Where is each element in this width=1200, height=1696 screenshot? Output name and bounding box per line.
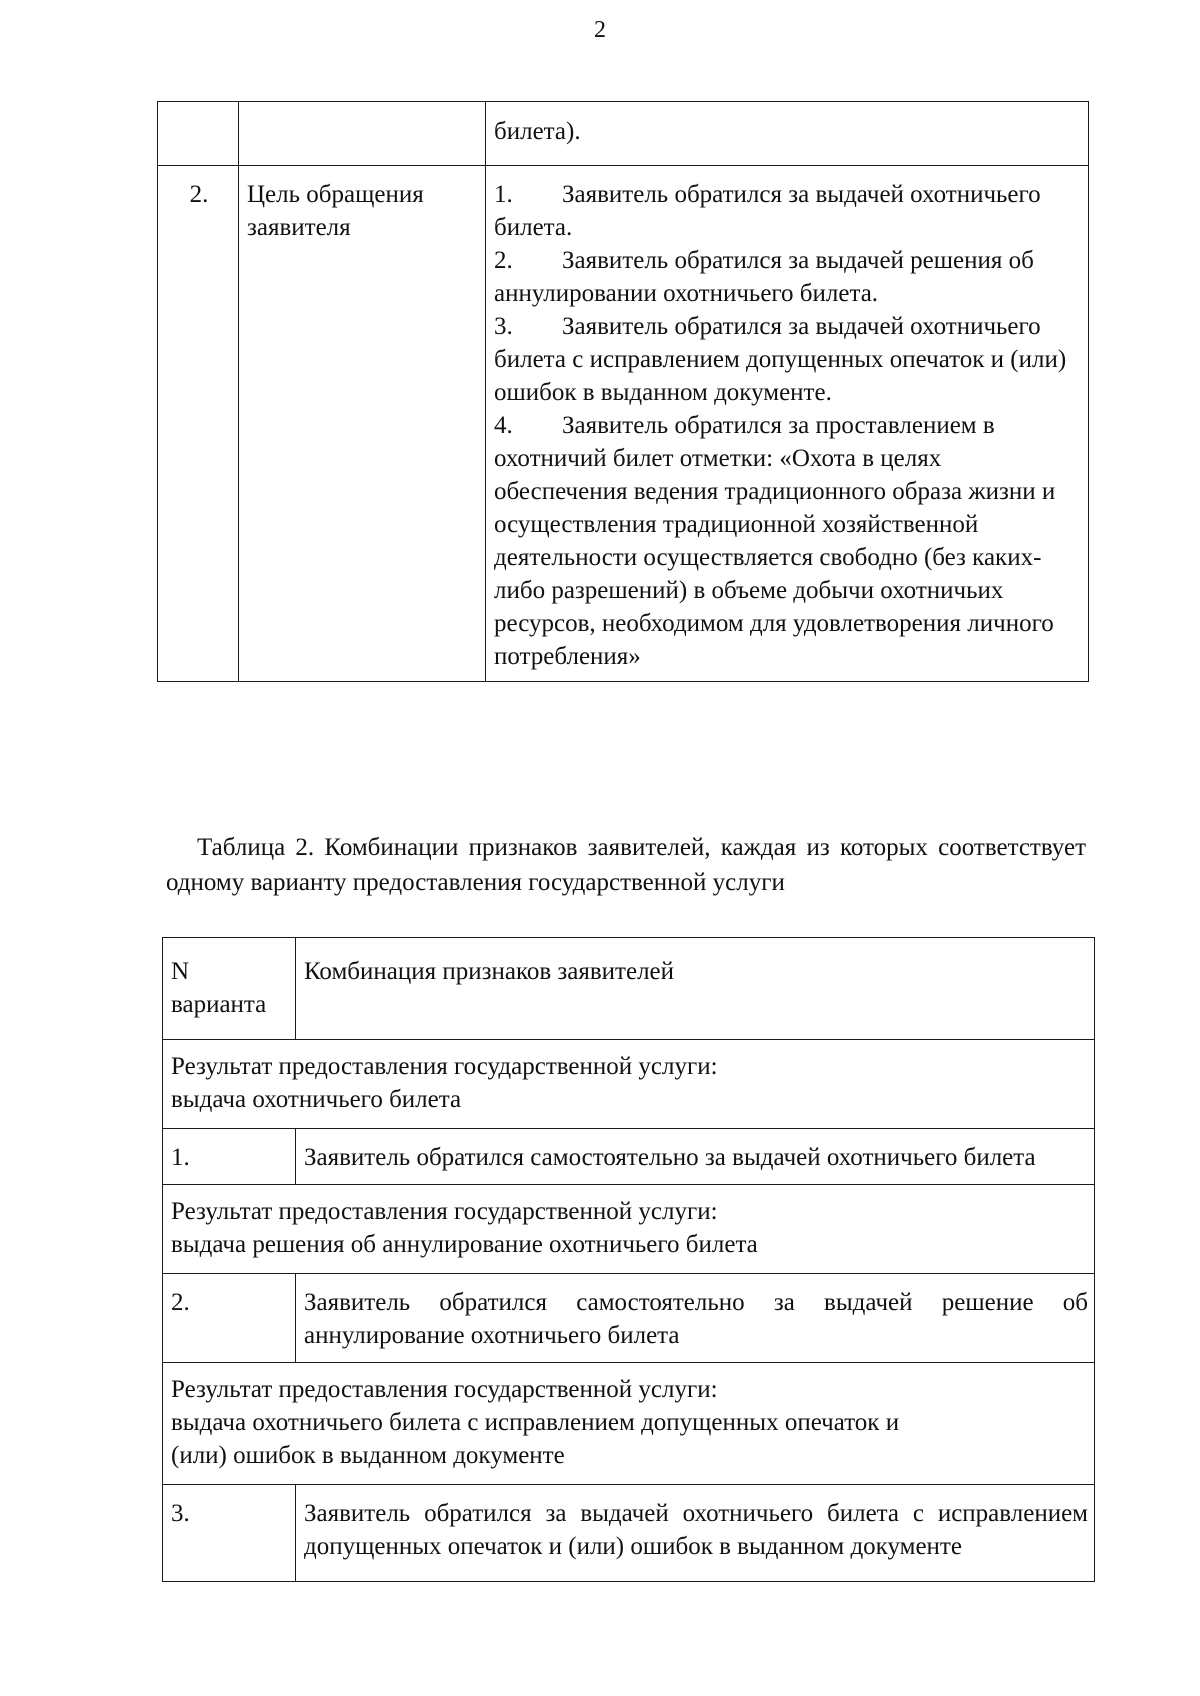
variant-row [163,1274,1095,1363]
list-item [494,244,1080,310]
list-item [494,409,1080,673]
attribute-name: Цель обращения заявителя [239,166,486,682]
option-text: Заявитель обратился за выдачей охотничьего билета. [494,181,1041,241]
list-item [494,178,1080,244]
variant-number: 3. [163,1485,296,1582]
result-cell: Результат предоставления государственной услуги: выдача охотничьего билета с исправлением допущенных опечаток и (или) ошибок в выданном документе [163,1363,1095,1485]
table-header-row [163,938,1095,1040]
row-number: 2. [158,166,239,682]
variant-number: 1. [163,1129,296,1185]
table-cell [158,102,239,166]
column-header-variant: N варианта [163,938,296,1040]
option-number: 1. [494,181,513,208]
option-number: 3. [494,313,513,340]
attribute-values [486,166,1089,682]
continuation-cell: билета). [486,102,1089,166]
combinations-table [162,937,1095,1582]
variant-text: Заявитель обратился за выдачей охотничьего билета с исправлением допущенных опечаток и (или) ошибок в выданном документе [296,1485,1095,1582]
table-caption: Таблица 2. Комбинации признаков заявителей, каждая из которых соответствует одному варианту предоставления государственной услуги [166,834,1086,896]
variant-number: 2. [163,1274,296,1363]
result-cell: Результат предоставления государственной услуги: выдача охотничьего билета [163,1040,1095,1129]
page-number: 2 [594,17,606,43]
variant-text: Заявитель обратился самостоятельно за выдачей решение об аннулирование охотничьего билета [296,1274,1095,1363]
table-cell [239,102,486,166]
variant-row [163,1485,1095,1582]
option-text: Заявитель обратился за проставлением в охотничий билет отметки: «Охота в целях обеспечения ведения традиционного образа жизни и осуществления традиционной хозяйственной деятельности осуществляется свободно (без каких-либо разрешений) в объеме добычи охотничьих ресурсов, необходимом для удовлетворения личного потребления» [494,412,1056,670]
option-number: 4. [494,412,513,439]
option-text: Заявитель обратился за выдачей охотничьего билета с исправлением допущенных опечаток и (или) ошибок в выданном документе. [494,313,1067,406]
list-item [494,310,1080,409]
result-row [163,1363,1095,1485]
attributes-table-continuation [157,101,1089,682]
option-number: 2. [494,247,513,274]
variant-row [163,1129,1095,1185]
result-row [163,1040,1095,1129]
column-header-combination: Комбинация признаков заявителей [296,938,1095,1040]
table-row [158,166,1089,682]
variant-text: Заявитель обратился самостоятельно за выдачей охотничьего билета [296,1129,1095,1185]
result-cell: Результат предоставления государственной услуги: выдача решения об аннулирование охотничьего билета [163,1185,1095,1274]
result-row [163,1185,1095,1274]
table-row [158,102,1089,166]
option-text: Заявитель обратился за выдачей решения об аннулировании охотничьего билета. [494,247,1034,307]
